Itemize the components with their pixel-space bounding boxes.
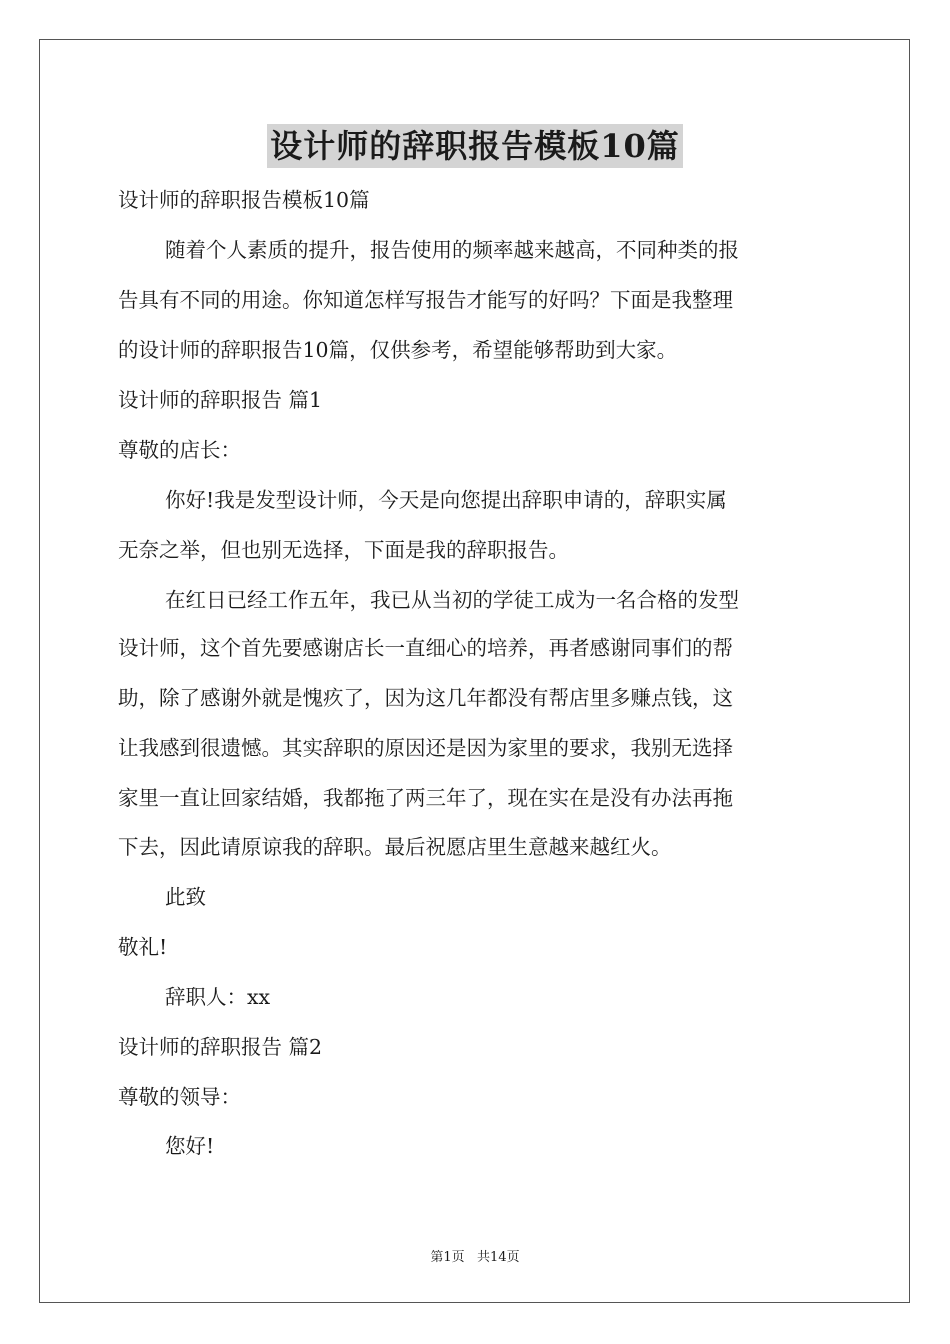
section-heading: 设计师的辞职报告 篇2 bbox=[118, 1035, 323, 1059]
section-heading: 设计师的辞职报告 篇1 bbox=[118, 388, 323, 412]
paragraph-line: 的设计师的辞职报告10篇，仅供参考，希望能够帮助到大家。 bbox=[118, 338, 678, 362]
signature-line: 辞职人：xx bbox=[165, 985, 271, 1009]
salutation: 尊敬的店长： bbox=[118, 438, 241, 462]
paragraph-line: 家里一直让回家结婚，我都拖了两三年了，现在实在是没有办法再拖 bbox=[118, 786, 733, 810]
paragraph-line: 无奈之举，但也别无选择，下面是我的辞职报告。 bbox=[118, 538, 569, 562]
page-footer: 第1页 共14页 bbox=[430, 1250, 520, 1265]
greeting-line: 您好! bbox=[165, 1134, 215, 1158]
closing-line: 敬礼! bbox=[118, 935, 168, 959]
paragraph-line: 随着个人素质的提升，报告使用的频率越来越高，不同种类的报 bbox=[165, 238, 739, 262]
paragraph-line: 设计师，这个首先要感谢店长一直细心的培养，再者感谢同事们的帮 bbox=[118, 636, 733, 660]
paragraph-line: 让我感到很遗憾。其实辞职的原因还是因为家里的要求，我别无选择 bbox=[118, 736, 733, 760]
page-border bbox=[39, 39, 910, 1303]
salutation: 尊敬的领导： bbox=[118, 1085, 241, 1109]
paragraph-line: 告具有不同的用途。你知道怎样写报告才能写的好吗？下面是我整理 bbox=[118, 288, 733, 312]
paragraph-line: 下去，因此请原谅我的辞职。最后祝愿店里生意越来越红火。 bbox=[118, 835, 672, 859]
paragraph-line: 你好!我是发型设计师，今天是向您提出辞职申请的，辞职实属 bbox=[165, 488, 727, 512]
paragraph-line: 助，除了感谢外就是愧疚了，因为这几年都没有帮店里多赚点钱，这 bbox=[118, 686, 733, 710]
closing-line: 此致 bbox=[165, 885, 206, 909]
title-container bbox=[0, 124, 950, 168]
document-title: 设计师的辞职报告模板10篇 bbox=[267, 124, 683, 168]
subtitle-line: 设计师的辞职报告模板10篇 bbox=[118, 188, 370, 212]
paragraph-line: 在红日已经工作五年，我已从当初的学徒工成为一名合格的发型 bbox=[165, 588, 739, 612]
